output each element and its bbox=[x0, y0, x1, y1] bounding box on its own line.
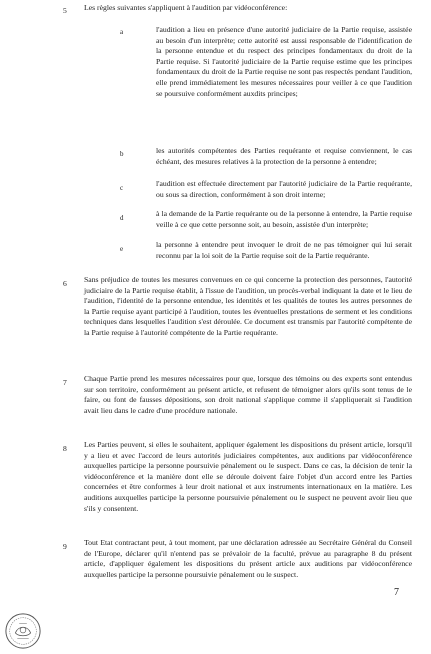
seal-stamp-icon bbox=[4, 612, 42, 650]
paragraph-number-6: 6 bbox=[63, 279, 67, 288]
item-text-d: à la demande de la Partie requérante ou de la personne à entendre, la Partie requise veille à ce que cette personne soit, au besoin, assistée d'un interprète; bbox=[156, 209, 412, 229]
paragraph-number-8: 8 bbox=[63, 444, 67, 453]
item-label-a: a bbox=[120, 28, 124, 36]
item-label-d: d bbox=[120, 214, 124, 222]
item-text-e: la personne à entendre peut invoquer le droit de ne pas témoigner qui lui serait reconnu par la loi soit de la Partie requise soit de la Partie requérante. bbox=[156, 240, 412, 260]
paragraph-number-5: 5 bbox=[63, 6, 67, 15]
paragraph-number-7: 7 bbox=[63, 378, 67, 387]
item-text-c: l'audition est effectuée directement par l'autorité judiciaire de la Partie requérante, ou sous sa direction, conformément à son droit interne; bbox=[156, 179, 412, 199]
item-text-b: les autorités compétentes des Parties requérante et requise conviennent, le cas échéant, des mesures relatives à la protection de la personne à entendre; bbox=[156, 146, 412, 166]
paragraph-8-text: Les Parties peuvent, si elles le souhaitent, appliquer également les dispositions du présent article, lorsqu'il y a lieu et avec l'accord de leurs autorités judiciaires compétentes, aux auditions par vidéoconférence auxquelles participe la personne poursuivie pénalement ou le suspect. Dans ce cas, la décision de tenir la vidéoconférence et la manière dont elle se déroule doivent faire l'objet d'un accord entre les Parties concernées et être conformes à leur droit national et aux instruments internationaux en la matière. Les auditions auxquelles participe la personne poursuivie pénalement ou le suspect ne peuvent avoir lieu que s'ils y consentent. bbox=[84, 440, 412, 513]
item-label-b: b bbox=[120, 150, 124, 158]
item-label-e: e bbox=[120, 245, 124, 253]
paragraph-7-text: Chaque Partie prend les mesures nécessaires pour que, lorsque des témoins ou des experts sont entendus sur son territoire, conformément au présent article, et refusent de témoigner alors qu'ils sont tenus de le faire, ou font de fausses dépositions, son droit national s'applique comme il s'appliquerait si l'audition avait lieu dans le cadre d'une procédure nationale. bbox=[84, 374, 412, 415]
item-label-c: c bbox=[120, 184, 124, 192]
paragraph-9-text: Tout Etat contractant peut, à tout moment, par une déclaration adressée au Secrétaire Général du Conseil de l'Europe, déclarer qu'il n'entend pas se prévaloir de la faculté, prévue au paragraphe 8 du présent article, d'appliquer également les dispositions du présent article aux auditions par vidéoconférence auxquelles participe la personne poursuivie pénalement ou le suspect. bbox=[84, 538, 412, 579]
paragraph-5-intro: Les règles suivantes s'appliquent à l'audition par vidéoconférence: bbox=[84, 3, 288, 12]
paragraph-number-9: 9 bbox=[63, 542, 67, 551]
page-number: 7 bbox=[394, 587, 399, 598]
item-text-a: l'audition a lieu en présence d'une autorité judiciaire de la Partie requise, assistée au besoin d'un interprète; cette autorité est aussi responsable de l'identification de la personne entendue et du respect des principes fondamentaux du droit de la Partie requise. Si l'autorité judiciaire de la Partie requise estime que les principes fondamentaux du droit de la Partie requise ne sont pas respectés pendant l'audition, elle prend immédiatement les mesures nécessaires pour veiller à ce que l'audition se poursuive conformément auxdits principes; bbox=[156, 25, 412, 98]
paragraph-6-text: Sans préjudice de toutes les mesures convenues en ce qui concerne la protection des personnes, l'autorité judiciaire de la Partie requise établit, à l'issue de l'audition, un procès-verbal indiquant la date et le lieu de l'audition, l'identité de la personne entendue, les identités et les qualités de toutes les autres personnes de la Partie requise ayant participé à l'audition, toutes les éventuelles prestations de serment et les conditions techniques dans lesquelles l'audition s'est déroulée. Ce document est transmis par l'autorité compétente de la Partie requise à l'autorité compétente de la Partie requérante. bbox=[84, 275, 412, 337]
